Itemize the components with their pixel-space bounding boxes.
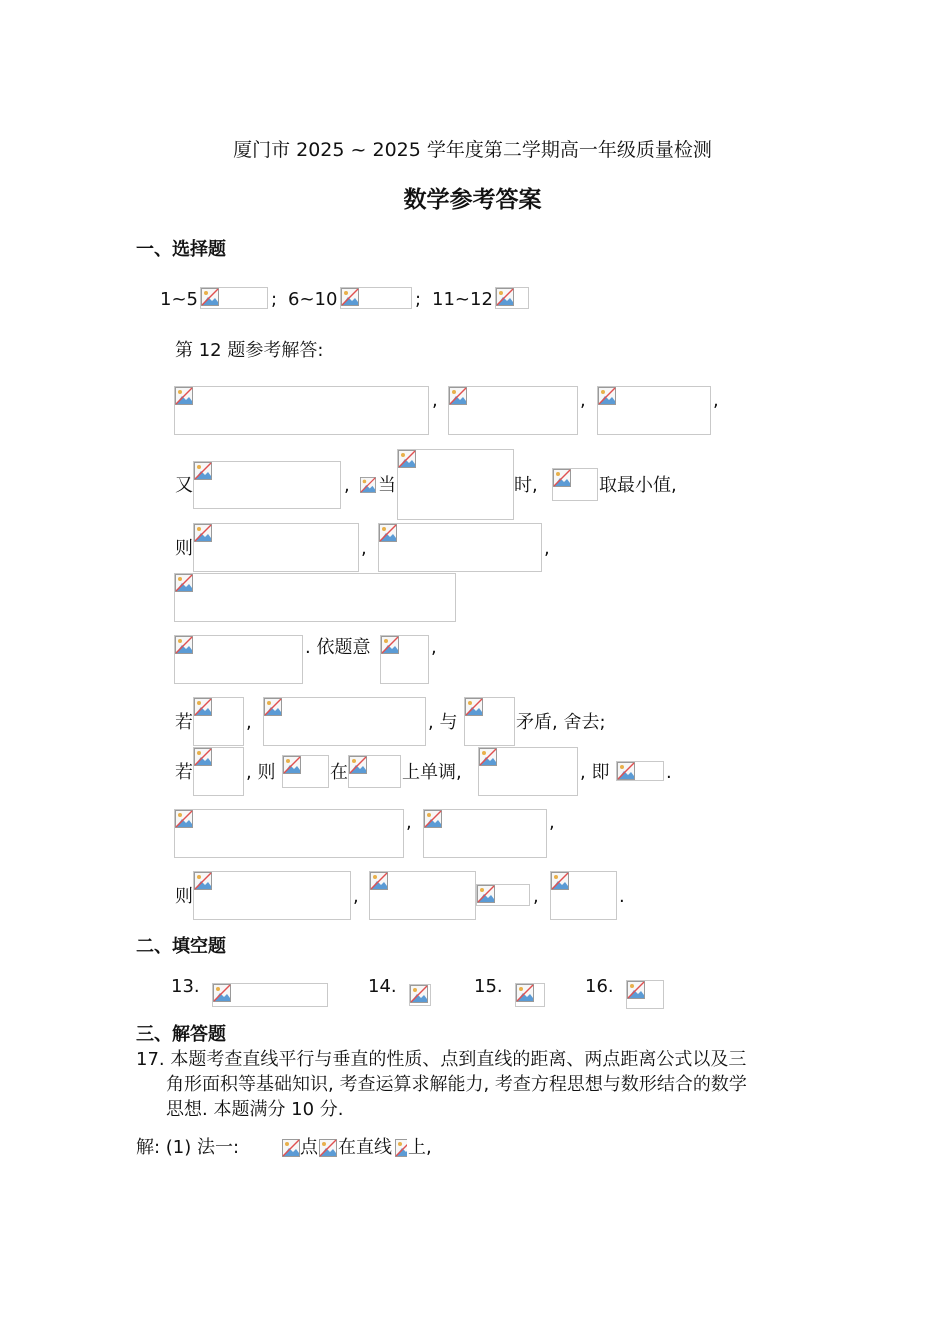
text: 取最小值,	[599, 475, 677, 496]
section-heading-choice: 一、选择题	[136, 239, 226, 260]
broken-image-icon	[194, 524, 212, 542]
formula-image	[476, 884, 530, 906]
text: 则	[175, 538, 193, 559]
broken-image-icon	[194, 748, 212, 766]
broken-image-icon	[360, 477, 376, 493]
punct: ,	[344, 475, 350, 496]
text: 当	[378, 475, 396, 496]
formula-image	[478, 747, 578, 796]
formula-image	[174, 635, 303, 684]
broken-image-icon	[175, 574, 193, 592]
text: 上,	[408, 1137, 432, 1158]
broken-image-icon	[282, 1139, 300, 1157]
formula-image	[550, 871, 617, 920]
broken-image-icon	[341, 288, 359, 306]
text: , 与	[428, 712, 458, 733]
broken-image-icon	[477, 885, 495, 903]
formula-image	[423, 809, 547, 858]
q17-text-line3: 思想. 本题满分 10 分.	[166, 1099, 344, 1120]
formula-image	[174, 809, 404, 858]
formula-image	[395, 1139, 407, 1157]
answer-image-14	[409, 984, 431, 1006]
broken-image-icon	[213, 984, 231, 1002]
text: 又	[175, 475, 193, 496]
solution-prefix: 解: (1) 法一:	[136, 1137, 240, 1158]
text: 若	[175, 712, 193, 733]
broken-image-icon	[598, 387, 616, 405]
broken-image-icon	[175, 636, 193, 654]
text: 在直线	[338, 1137, 392, 1158]
punct: ,	[549, 812, 555, 833]
text: 上单调,	[402, 762, 462, 783]
formula-image	[282, 755, 329, 788]
broken-image-icon	[194, 698, 212, 716]
broken-image-icon	[194, 462, 212, 480]
answer-image-1-5	[200, 287, 268, 309]
formula-image	[597, 386, 711, 435]
text: 若	[175, 762, 193, 783]
broken-image-icon	[201, 288, 219, 306]
formula-image	[397, 449, 514, 520]
text: . 依题意	[305, 637, 371, 658]
punct: ,	[713, 390, 719, 411]
broken-image-icon	[395, 1139, 407, 1157]
broken-image-icon	[479, 748, 497, 766]
text: , 即	[580, 762, 610, 783]
broken-image-icon	[424, 810, 442, 828]
punct: ,	[406, 812, 412, 833]
broken-image-icon	[381, 636, 399, 654]
formula-image	[378, 523, 542, 572]
broken-image-icon	[264, 698, 282, 716]
formula-image	[193, 871, 351, 920]
formula-image	[193, 461, 341, 509]
answer-image-11-12	[495, 287, 529, 309]
punct: ,	[544, 538, 550, 559]
text: , 则	[246, 762, 276, 783]
document-title: 厦门市 2025 ~ 2025 学年度第二学期高一年级质量检测	[233, 139, 712, 161]
broken-image-icon	[449, 387, 467, 405]
punct: ,	[432, 390, 438, 411]
formula-image	[319, 1139, 337, 1157]
formula-image	[348, 755, 401, 788]
formula-image	[282, 1139, 300, 1157]
punct: ,	[246, 712, 252, 733]
broken-image-icon	[410, 985, 428, 1003]
q17-text-line1: 17. 本题考查直线平行与垂直的性质、点到直线的距离、两点距离公式以及三	[136, 1049, 747, 1070]
broken-image-icon	[516, 984, 534, 1002]
broken-image-icon	[398, 450, 416, 468]
broken-image-icon	[627, 981, 645, 999]
broken-image-icon	[194, 872, 212, 890]
text: 点	[300, 1137, 318, 1158]
q13-label: 13.	[171, 976, 200, 997]
answer-label-11-12: 11~12	[432, 289, 493, 310]
answer-label-1-5: 1~5	[160, 289, 198, 310]
formula-image	[193, 697, 244, 746]
broken-image-icon	[370, 872, 388, 890]
q12-heading: 第 12 题参考解答:	[175, 340, 324, 361]
q16-label: 16.	[585, 976, 614, 997]
formula-image	[448, 386, 578, 435]
q15-label: 15.	[474, 976, 503, 997]
formula-image	[360, 477, 378, 493]
formula-image	[263, 697, 426, 746]
text: 时,	[514, 475, 538, 496]
broken-image-icon	[551, 872, 569, 890]
broken-image-icon	[175, 387, 193, 405]
punct: ,	[533, 886, 539, 907]
section-heading-fill: 二、填空题	[136, 936, 226, 957]
formula-image	[552, 468, 598, 501]
broken-image-icon	[349, 756, 367, 774]
punct: .	[619, 886, 625, 907]
formula-image	[174, 573, 456, 622]
answer-image-6-10	[340, 287, 412, 309]
punct: ,	[580, 390, 586, 411]
document-subtitle: 数学参考答案	[403, 187, 542, 213]
broken-image-icon	[283, 756, 301, 774]
answer-label-6-10: 6~10	[288, 289, 338, 310]
answer-image-15	[515, 983, 545, 1007]
broken-image-icon	[465, 698, 483, 716]
broken-image-icon	[379, 524, 397, 542]
punct: ,	[353, 886, 359, 907]
text: 则	[175, 886, 193, 907]
punct: ,	[361, 538, 367, 559]
formula-image	[174, 386, 429, 435]
separator: ;	[415, 289, 422, 310]
formula-image	[380, 635, 429, 684]
formula-image	[464, 697, 515, 746]
answer-image-13	[212, 983, 328, 1007]
section-heading-solve: 三、解答题	[136, 1024, 226, 1045]
text: 矛盾, 舍去;	[516, 712, 606, 733]
answer-image-16	[626, 980, 664, 1009]
formula-image	[193, 747, 244, 796]
broken-image-icon	[617, 762, 635, 780]
formula-image	[616, 761, 664, 781]
broken-image-icon	[496, 288, 514, 306]
formula-image	[369, 871, 476, 920]
q17-text-line2: 角形面积等基础知识, 考查运算求解能力, 考查方程思想与数形结合的数学	[166, 1074, 747, 1095]
broken-image-icon	[553, 469, 571, 487]
q14-label: 14.	[368, 976, 397, 997]
broken-image-icon	[175, 810, 193, 828]
punct: ,	[431, 637, 437, 658]
text: 在	[330, 762, 348, 783]
broken-image-icon	[319, 1139, 337, 1157]
formula-image	[193, 523, 359, 572]
punct: .	[666, 762, 672, 783]
separator: ;	[271, 289, 278, 310]
